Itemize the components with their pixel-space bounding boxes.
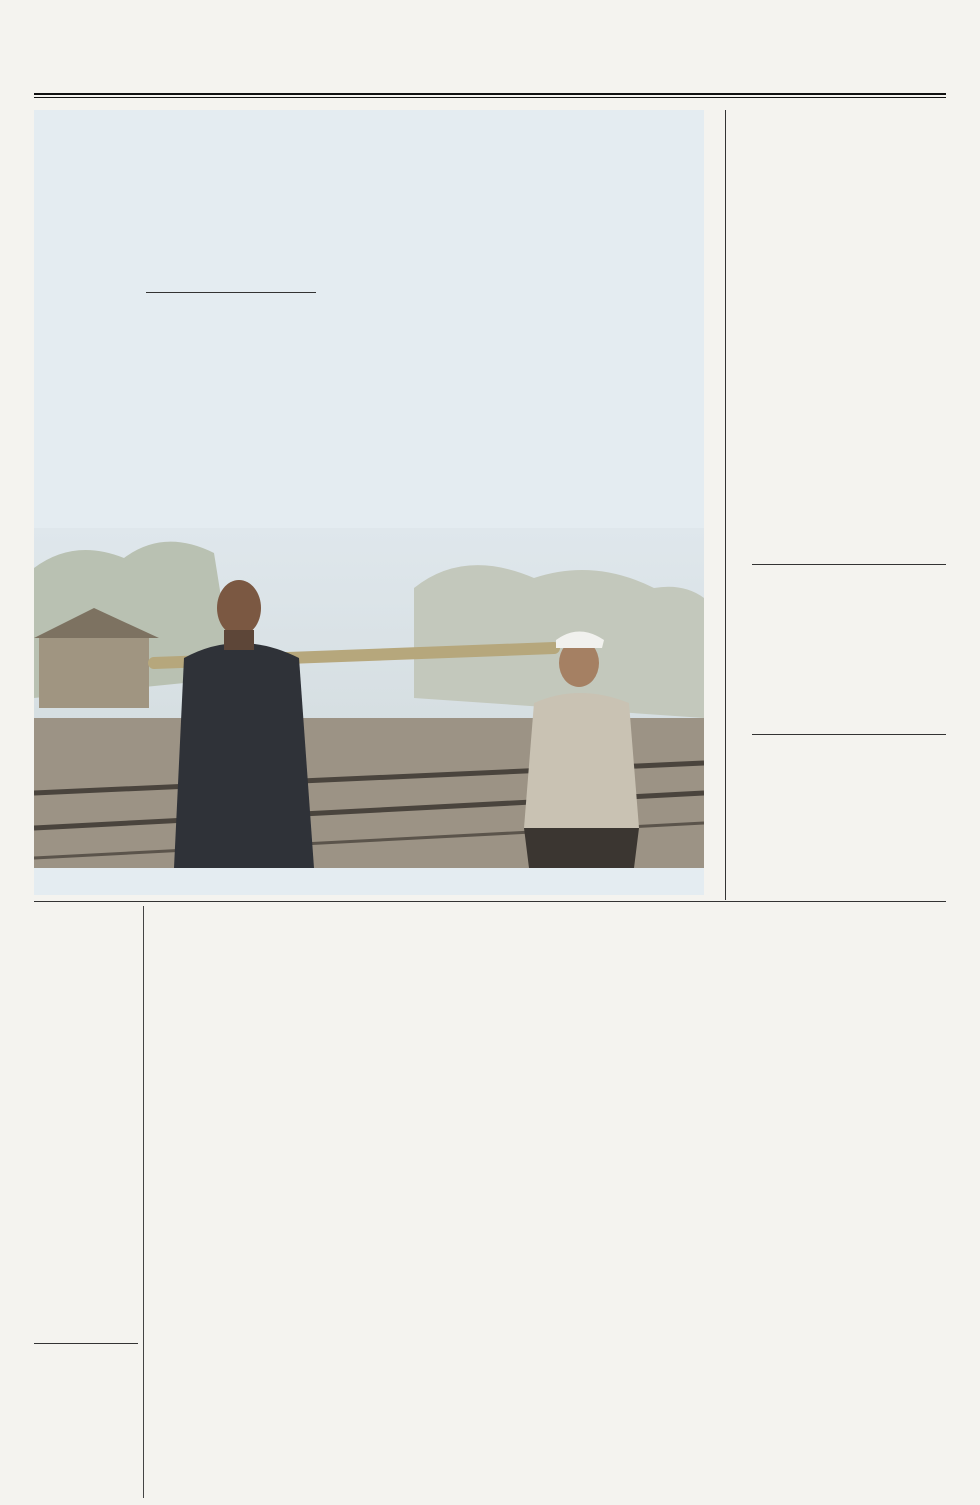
photo-illustration [34,528,704,868]
feature-column-3 [506,283,686,538]
hut [39,638,149,708]
feature-column-1 [146,298,316,538]
column-divider [725,110,726,900]
sanctions-body [752,603,946,731]
rule-zoo [34,1343,138,1344]
feature-column-2 [326,283,496,538]
rule-covid [752,734,946,735]
courage-body [752,142,946,562]
header-rule [34,93,946,95]
covid-body [752,771,946,897]
section-divider [34,901,946,902]
coastal-body [34,937,138,1340]
bottom-divider [143,906,144,1498]
feature-photo [34,528,704,868]
zoo-body [34,1377,138,1497]
rule-sanctions [752,564,946,565]
byline-rule [146,292,316,293]
header-rule-thin [34,97,946,98]
